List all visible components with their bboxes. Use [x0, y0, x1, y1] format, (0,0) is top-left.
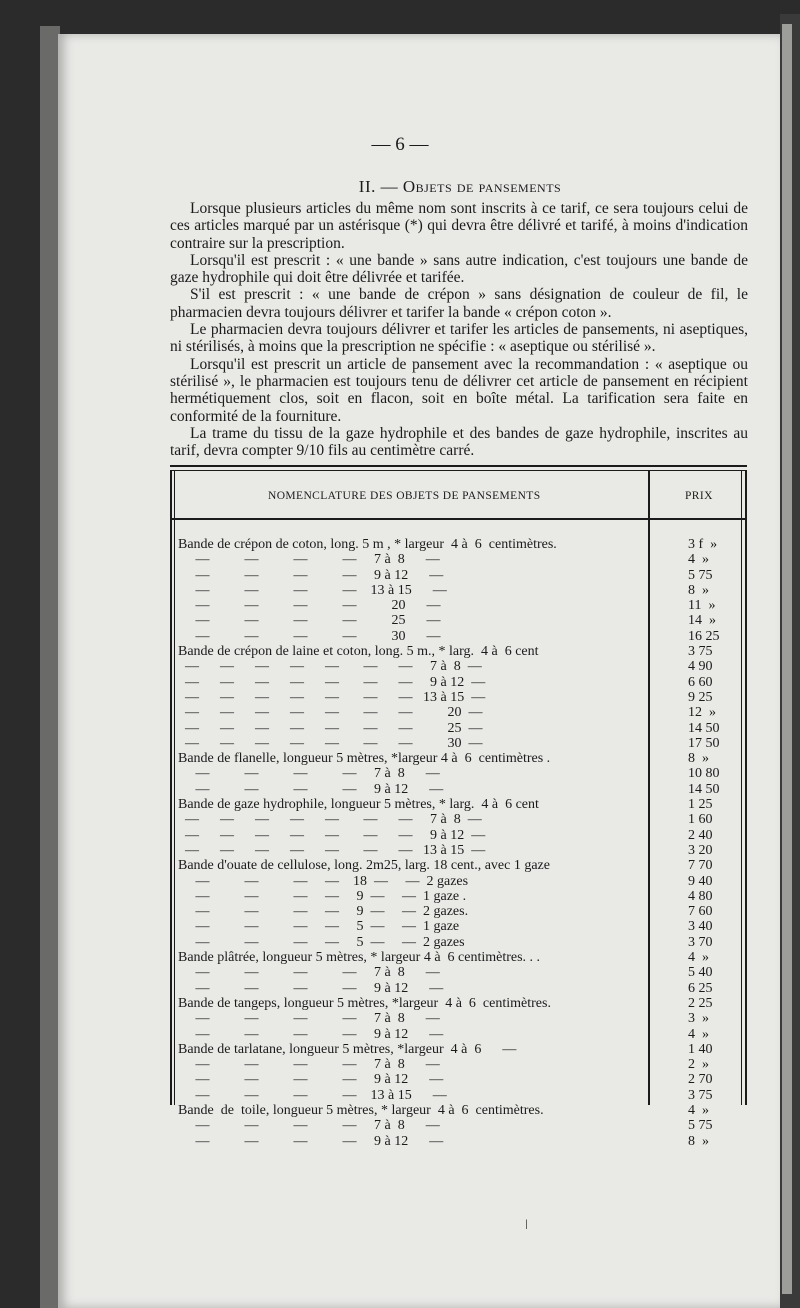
- table-row: [178, 721, 743, 736]
- table-row: [178, 568, 743, 583]
- item-price: 6 25: [688, 980, 713, 996]
- table-row: [178, 583, 743, 598]
- item-name: — — — — 9 — — 1 gaze .: [178, 888, 467, 904]
- item-price: 1 40: [688, 1041, 713, 1057]
- item-name: — — — — 7 à 8 —: [178, 766, 440, 782]
- item-name: — — — — 9 à 12 —: [178, 1072, 444, 1088]
- item-name: — — — — — — — 30 —: [178, 735, 483, 751]
- table-left-border: [170, 471, 172, 1105]
- intro-paragraph: S'il est prescrit : « une bande de crépon » sans désignation de couleur de fil, le pharmacien devra toujours délivrer et tarifer la bande « crépon coton ».: [170, 286, 748, 321]
- table-row: [178, 629, 743, 644]
- item-price: 2 »: [688, 1057, 709, 1073]
- item-price: 8 »: [688, 1133, 709, 1149]
- table-row: [178, 965, 743, 980]
- item-name: Bande d'ouate de cellulose, long. 2m25, larg. 18 cent., avec 1 gaze: [178, 858, 550, 874]
- table-left-border-inner: [174, 471, 175, 1105]
- item-price: 3 »: [688, 1011, 709, 1027]
- table-row: [178, 904, 743, 919]
- table-row: [178, 996, 743, 1011]
- item-price: 4 »: [688, 552, 709, 568]
- item-price: 5 75: [688, 567, 713, 583]
- item-name: — — — — — — — 13 à 15 —: [178, 842, 486, 858]
- item-price: 1 60: [688, 812, 713, 828]
- table-row: [178, 552, 743, 567]
- item-price: 16 25: [688, 628, 720, 644]
- table-row: [178, 1042, 743, 1057]
- table-row: [178, 782, 743, 797]
- item-name: Bande de crépon de coton, long. 5 m , * largeur 4 à 6 centimètres.: [178, 537, 557, 552]
- table-row: [178, 935, 743, 950]
- table-row: [178, 705, 743, 720]
- item-price: 5 40: [688, 965, 713, 981]
- item-name: — — — — 13 à 15 —: [178, 1087, 447, 1103]
- item-price: 5 75: [688, 1118, 713, 1134]
- item-name: Bande de tarlatane, longueur 5 mètres, *largeur 4 à 6 —: [178, 1041, 517, 1057]
- item-name: — — — — 7 à 8 —: [178, 1011, 440, 1027]
- item-name: — — — — 20 —: [178, 598, 441, 614]
- item-name: — — — — 18 — — 2 gazes: [178, 873, 469, 889]
- item-price: 4 80: [688, 888, 713, 904]
- item-price: 1 25: [688, 797, 713, 813]
- item-price: 2 25: [688, 995, 713, 1011]
- item-name: — — — — 7 à 8 —: [178, 1118, 440, 1134]
- item-name: — — — — 5 — — 1 gaze: [178, 919, 460, 935]
- table-row: [178, 690, 743, 705]
- scan-right-edge: [780, 14, 800, 1308]
- item-name: — — — — — — — 7 à 8 —: [178, 812, 482, 828]
- intro-paragraph: La trame du tissu de la gaze hydrophile et des bandes de gaze hydrophile, inscrites au tarif, devra compter 9/10 fils au centimètre carré.: [170, 424, 748, 460]
- table-row: [178, 598, 743, 613]
- table-row: [178, 1011, 743, 1026]
- section-heading-number: II. —: [358, 177, 403, 196]
- item-price: 3 75: [688, 644, 713, 660]
- table-row: [178, 1118, 743, 1133]
- section-heading: [0, 177, 800, 197]
- item-name: — — — — — — — 9 à 12 —: [178, 674, 486, 690]
- item-price: 2 70: [688, 1072, 713, 1088]
- table-row: [178, 1057, 743, 1072]
- table-row: [178, 950, 743, 965]
- item-price: 3 40: [688, 919, 713, 935]
- item-price: 3 70: [688, 934, 713, 950]
- item-name: — — — — 7 à 8 —: [178, 552, 440, 568]
- item-name: — — — — 9 à 12 —: [178, 1026, 444, 1042]
- intro-paragraph: Lorsqu'il est prescrit un article de pansement avec la recommandation : « aseptique ou stérilisé », le pharmacien est toujours tenu de délivrer cet article de pansement en récipient hermétiquement clos, soit en flacon, soit en boîte métal. La tarification sera faite en conformité de la fourniture.: [170, 355, 748, 425]
- price-table: [170, 465, 747, 1149]
- item-name: — — — — 13 à 15 —: [178, 582, 447, 598]
- item-name: — — — — — — — 9 à 12 —: [178, 827, 486, 843]
- item-name: — — — — — — — 13 à 15 —: [178, 689, 486, 705]
- intro-text: [170, 200, 748, 459]
- table-row: [178, 812, 743, 827]
- column-header-price: PRIX: [685, 490, 713, 502]
- item-price: 6 60: [688, 674, 713, 690]
- item-price: 9 25: [688, 689, 713, 705]
- table-row: [178, 919, 743, 934]
- item-name: Bande de gaze hydrophile, longueur 5 mètres, * larg. 4 à 6 cent: [178, 797, 539, 813]
- stray-mark: ǀ: [525, 1218, 528, 1233]
- table-row: [178, 858, 743, 873]
- item-price: 7 70: [688, 858, 713, 874]
- table-row: [178, 889, 743, 904]
- table-row: [178, 644, 743, 659]
- item-name: Bande plâtrée, longueur 5 mètres, * largeur 4 à 6 centimètres. . .: [178, 950, 541, 966]
- item-price: 4 90: [688, 659, 713, 675]
- item-price: 9 40: [688, 873, 713, 889]
- item-name: — — — — 9 à 12 —: [178, 781, 444, 797]
- item-price: 8 »: [688, 751, 709, 767]
- table-row: [178, 1072, 743, 1087]
- intro-paragraph: Lorsque plusieurs articles du même nom sont inscrits à ce tarif, ce sera toujours celui de ces articles marqué par un astérisque (*) qui devra être délivré et tarifé, à moins d'indication contraire sur la prescription.: [170, 200, 748, 252]
- item-name: — — — — 5 — — 2 gazes: [178, 934, 465, 950]
- table-row: [178, 828, 743, 843]
- table-row: [178, 1134, 743, 1149]
- table-top-rule: [170, 465, 747, 467]
- table-row: [178, 659, 743, 674]
- table-row: [178, 797, 743, 812]
- item-name: — — — — 9 à 12 —: [178, 567, 444, 583]
- table-row: [178, 675, 743, 690]
- item-price: 17 50: [688, 735, 720, 751]
- item-name: Bande de flanelle, longueur 5 mètres, *largeur 4 à 6 centimètres .: [178, 751, 551, 767]
- intro-paragraph: Le pharmacien devra toujours délivrer et tarifer les articles de pansements, ni aseptiques, ni stérilisés, à moins que la prescription ne spécifie : « aseptique ou stérilisé ».: [170, 321, 748, 356]
- item-price: 12 »: [688, 705, 716, 721]
- table-row: [178, 613, 743, 628]
- item-name: — — — — — — — 25 —: [178, 720, 483, 736]
- table-right-border: [745, 471, 747, 1105]
- page-number: — 6 —: [371, 134, 429, 155]
- item-price: 3 f »: [688, 537, 718, 552]
- section-heading-title: Objets de pansements: [402, 177, 562, 196]
- item-price: 7 60: [688, 904, 713, 920]
- item-price: 3 75: [688, 1087, 713, 1103]
- item-name: Bande de tangeps, longueur 5 mètres, *largeur 4 à 6 centimètres.: [178, 995, 551, 1011]
- item-price: 4 »: [688, 1102, 709, 1118]
- item-price: 3 20: [688, 842, 713, 858]
- item-name: — — — — 9 à 12 —: [178, 1133, 444, 1149]
- table-top-rule-thin: [170, 470, 747, 471]
- item-price: 14 50: [688, 720, 720, 736]
- table-row: [178, 537, 743, 552]
- item-price: 10 80: [688, 766, 720, 782]
- table-header-rule: [170, 518, 747, 520]
- item-name: — — — — 9 — — 2 gazes.: [178, 904, 469, 920]
- item-price: 14 »: [688, 613, 716, 629]
- scan-left-edge: [40, 26, 60, 1308]
- item-price: 4 »: [688, 1026, 709, 1042]
- item-price: 8 »: [688, 582, 709, 598]
- table-row: [178, 1088, 743, 1103]
- item-name: — — — — — — — 7 à 8 —: [178, 659, 482, 675]
- item-price: 4 »: [688, 950, 709, 966]
- item-name: — — — — 25 —: [178, 613, 441, 629]
- item-price: 14 50: [688, 781, 720, 797]
- table-row: [178, 981, 743, 996]
- item-name: — — — — 7 à 8 —: [178, 965, 440, 981]
- intro-paragraph: Lorsqu'il est prescrit : « une bande » sans autre indication, c'est toujours une bande de gaze hydrophile qui doit être délivrée et tarifée.: [170, 251, 748, 287]
- table-row: [178, 874, 743, 889]
- item-name: — — — — 7 à 8 —: [178, 1057, 440, 1073]
- column-header-nomenclature: NOMENCLATURE DES OBJETS DE PANSEMENTS: [268, 490, 541, 502]
- item-name: — — — — 30 —: [178, 628, 441, 644]
- item-price: 11 »: [688, 598, 716, 614]
- table-row: [178, 1027, 743, 1042]
- table-row: [178, 736, 743, 751]
- item-name: Bande de toile, longueur 5 mètres, * largeur 4 à 6 centimètres.: [178, 1102, 544, 1118]
- item-name: — — — — 9 à 12 —: [178, 980, 444, 996]
- table-row: [178, 1103, 743, 1118]
- item-name: Bande de crépon de laine et coton, long. 5 m., * larg. 4 à 6 cent: [178, 644, 539, 660]
- item-name: — — — — — — — 20 —: [178, 705, 483, 721]
- table-row: [178, 766, 743, 781]
- table-row: [178, 843, 743, 858]
- item-price: 2 40: [688, 827, 713, 843]
- table-row: [178, 751, 743, 766]
- table-body: [178, 537, 743, 1149]
